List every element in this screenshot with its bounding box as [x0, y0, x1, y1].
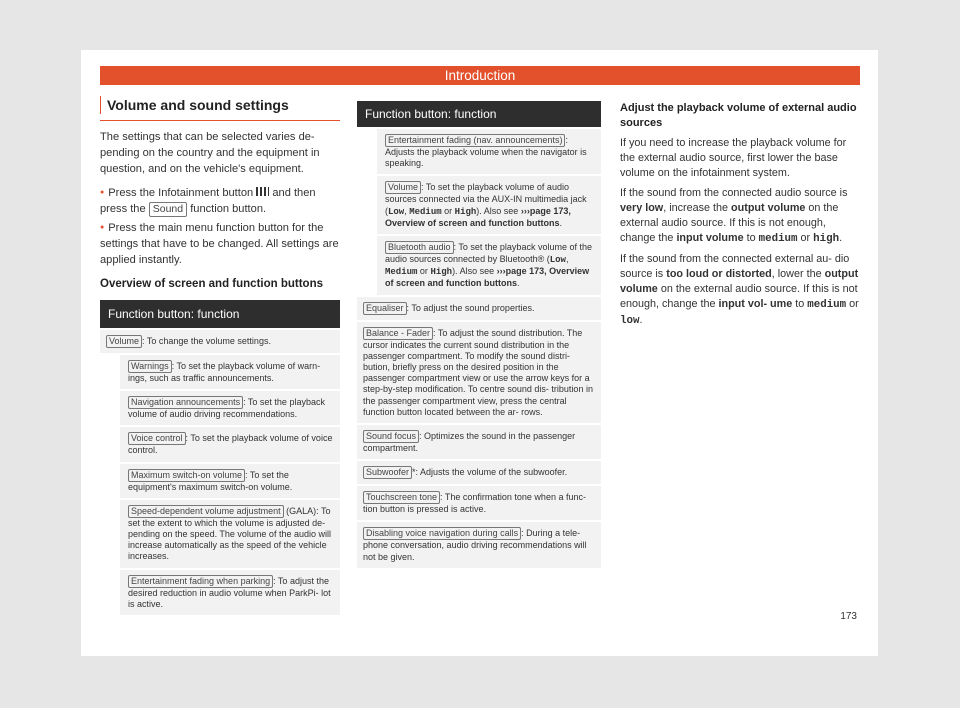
- table-row: Volume : To change the volume settings.: [100, 330, 340, 353]
- page-number: 173: [840, 611, 857, 622]
- function-key: Balance - Fader: [363, 327, 433, 340]
- table-row: Bluetooth audio : To set the playback volume of the audio sources connected by Bluetooth® (Low, Medium or High). Also see ››› page 173, Overview of screen and function buttons.: [377, 236, 601, 295]
- function-key: Disabling voice navigation during calls: [363, 527, 521, 540]
- paragraph-3: If the sound from the connected external au- dio source is too loud or distorted, lower the output volume on the external audio source. If this is not enough, change the input vol- ume to medium or low.: [620, 253, 859, 327]
- function-key: Entertainment fading (nav. announcements): [385, 134, 565, 147]
- step-2: ● Press the main menu function button for the settings that have to be changed. All settings are applied instantly.: [100, 220, 340, 268]
- bullet-icon: [100, 187, 108, 199]
- bullet-icon: [100, 222, 108, 234]
- intro-text: The settings that can be selected varies de- pending on the country and the equipment in question, and on the vehicle's equipment.: [100, 131, 320, 175]
- function-key: Subwoofer: [363, 466, 412, 479]
- table-row: Speed-dependent volume adjustment (GALA): To set the extent to which the volume is adjusted de- pending on the speed. The volume of the audio will increase automatically as the speed of the vehicle increases.: [120, 500, 340, 568]
- function-key: Equaliser: [363, 302, 407, 315]
- table-header: Function button: function: [100, 300, 340, 328]
- function-key: Sound focus: [363, 430, 419, 443]
- function-key: Navigation announcements: [128, 396, 243, 409]
- table-row: Entertainment fading (nav. announcements) : Adjusts the playback volume when the navigator is speaking.: [377, 129, 601, 174]
- page-reference-link[interactable]: ››› page 173, Overview of screen and function buttons: [385, 266, 589, 288]
- function-key: Warnings: [128, 360, 172, 373]
- overview-title: Overview of screen and function buttons: [100, 278, 324, 290]
- right-column: [620, 101, 860, 329]
- table-row: Subwoofer *: Adjusts the volume of the subwoofer.: [357, 461, 601, 484]
- page-reference-link[interactable]: ››› page 173, Overview of screen and function buttons: [385, 206, 571, 228]
- function-key: Volume: [106, 335, 142, 348]
- function-key: Touchscreen tone: [363, 491, 440, 504]
- function-key: Volume: [385, 181, 421, 194]
- section-title: Volume and sound settings: [100, 96, 340, 114]
- function-key: Voice control: [128, 432, 186, 445]
- table-row: Disabling voice navigation during calls : During a tele- phone conversation, audio driving recommendations will not be given.: [357, 522, 601, 567]
- left-column: [100, 94, 340, 615]
- table-row: Entertainment fading when parking : To adjust the desired reduction in audio volume when ParkPi- lot is active.: [120, 570, 340, 615]
- table-row: Touchscreen tone : The confirmation tone when a func- tion button is pressed is active.: [357, 486, 601, 520]
- table-row: Volume : To set the playback volume of audio sources connected via the AUX-IN multimedia jack (Low, Medium or High). Also see ››› page 173, Overview of screen and function buttons.: [377, 176, 601, 234]
- section-rule: [100, 120, 340, 121]
- paragraph-2: If the sound from the connected audio source is very low, increase the output volume on the external audio source. If this is not enough, change the input volume to medium or high.: [620, 187, 848, 245]
- middle-column: [357, 101, 601, 568]
- function-key: Bluetooth audio: [385, 241, 454, 254]
- table-header: Function button: function: [357, 101, 601, 127]
- table-row: Equaliser : To adjust the sound properties.: [357, 297, 601, 320]
- table-row: Balance - Fader : To adjust the sound distribution. The cursor indicates the current sound distribution in the passenger compartment. To modify the sound distri- bution, briefly press on the desired position in the passenger compartment view or use the arrow keys for a step-by-step modification. To centre sound dis- tribution in the passenger compartment view, press the central function button located between the ar- rows.: [357, 322, 601, 423]
- function-key: Speed-dependent volume adjustment: [128, 505, 284, 518]
- paragraph-1: If you need to increase the playback volume for the external audio source, first lower the base volume on the infotainment system.: [620, 137, 847, 179]
- chapter-header: Introduction: [100, 66, 860, 85]
- table-row: Navigation announcements : To set the playback volume of audio driving recommendations.: [120, 391, 340, 425]
- infotainment-grid-icon: [256, 187, 269, 196]
- table-row: Sound focus : Optimizes the sound in the passenger compartment.: [357, 425, 601, 459]
- external-audio-title: Adjust the playback volume of external audio sources: [620, 102, 857, 129]
- function-key: Entertainment fading when parking: [128, 575, 273, 588]
- sound-key: Sound: [149, 202, 187, 217]
- manual-page: [81, 50, 878, 656]
- table-row: Warnings : To set the playback volume of warn- ings, such as traffic announcements.: [120, 355, 340, 389]
- table-row: Voice control : To set the playback volume of voice control.: [120, 427, 340, 461]
- table-row: Maximum switch-on volume : To set the equipment's maximum switch-on volume.: [120, 464, 340, 498]
- function-key: Maximum switch-on volume: [128, 469, 245, 482]
- step-1: ● Press the Infotainment button and then press the Sound function button.: [100, 185, 340, 217]
